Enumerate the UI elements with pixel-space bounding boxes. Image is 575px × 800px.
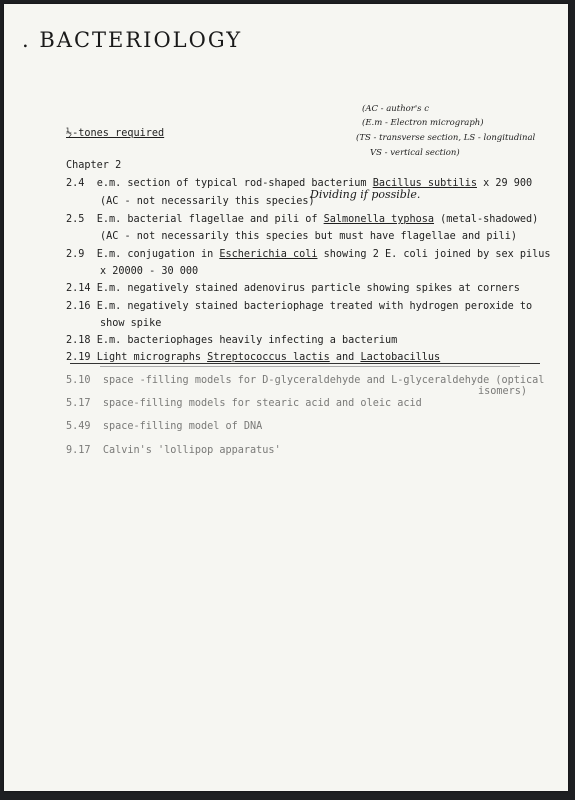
item-text: (metal-shadowed) xyxy=(434,214,539,225)
item-number: 5.10 xyxy=(66,375,91,386)
item-text: E.m. bacteriophages heavily infecting a bacterium xyxy=(96,335,398,346)
handwritten-title xyxy=(22,28,242,52)
species-name: Escherichia coli xyxy=(219,249,318,260)
item-2-5-line2: (AC - not necessarily this species but must have flagellae and pili) xyxy=(100,231,518,242)
item-number: 2.18 xyxy=(66,335,91,346)
item-number: 5.17 xyxy=(66,398,91,409)
item-number: 2.4 xyxy=(66,178,85,189)
item-text: E.m. negatively stained adenovirus particle showing spikes at corners xyxy=(96,283,520,294)
species-name: Lactobacillus xyxy=(360,352,441,363)
title-text: BACTERIOLOGY xyxy=(39,28,243,52)
item-text: E.m. bacterial flagellae and pili of xyxy=(96,214,324,225)
item-2-14 xyxy=(66,283,520,294)
item-2-9-line2: x 20000 - 30 000 xyxy=(100,266,199,277)
species-name: Streptococcus lactis xyxy=(207,352,330,363)
item-number: 2.14 xyxy=(66,283,91,294)
item-text: e.m. section of typical rod-shaped bacterium xyxy=(96,178,373,189)
item-text: space -filling models for D-glyceraldehyde and L-glyceraldehyde (optical xyxy=(102,375,545,386)
item-2-19 xyxy=(66,352,440,363)
divider-line-faint xyxy=(100,366,520,367)
item-text: space-filling model of DNA xyxy=(102,421,263,432)
item-2-16-line2: show spike xyxy=(100,318,162,329)
item-text: Light micrographs xyxy=(96,352,208,363)
item-5-17 xyxy=(66,398,422,409)
note-ac: (AC - author's c xyxy=(362,104,430,114)
item-5-10-line2: isomers) xyxy=(478,386,528,397)
chapter-2-heading: Chapter 2 xyxy=(66,160,122,171)
item-2-4 xyxy=(66,178,532,189)
document-page xyxy=(4,4,568,791)
item-5-49 xyxy=(66,421,262,432)
item-number: 2.5 xyxy=(66,214,85,225)
item-text: and xyxy=(329,352,361,363)
item-number: 5.49 xyxy=(66,421,91,432)
item-number: 9.17 xyxy=(66,445,91,456)
handwritten-note-dividing: Dividing if possible. xyxy=(310,188,421,201)
item-number: 2.16 xyxy=(66,301,91,312)
item-number: 2.19 xyxy=(66,352,91,363)
note-em: (E.m - Electron micrograph) xyxy=(362,118,484,128)
item-text: E.m. negatively stained bacteriophage treated with hydrogen peroxide to xyxy=(96,301,533,312)
item-text: E.m. conjugation in xyxy=(96,249,220,260)
item-text: showing 2 E. coli joined by sex pilus xyxy=(317,249,551,260)
item-2-4-line2: (AC - not necessarily this species) xyxy=(100,196,315,207)
item-text: x 29 900 xyxy=(476,178,533,189)
item-number: 2.9 xyxy=(66,249,85,260)
item-9-17 xyxy=(66,445,281,456)
item-2-18 xyxy=(66,335,397,346)
note-ts-ls: (TS - transverse section, LS - longitudinal xyxy=(356,133,536,143)
item-text: Calvin's 'lollipop apparatus' xyxy=(102,445,281,456)
note-vs: VS - vertical section) xyxy=(370,148,460,158)
item-5-10 xyxy=(66,375,544,386)
item-2-9 xyxy=(66,249,551,260)
item-text: space-filling models for stearic acid and oleic acid xyxy=(102,398,422,409)
species-name: Bacillus subtilis xyxy=(372,178,477,189)
species-name: Salmonella typhosa xyxy=(323,214,435,225)
item-2-16 xyxy=(66,301,532,312)
divider-line xyxy=(70,363,540,364)
title-dots: . xyxy=(22,28,40,52)
item-2-5 xyxy=(66,214,538,225)
tones-required: ½-tones required xyxy=(66,128,165,139)
